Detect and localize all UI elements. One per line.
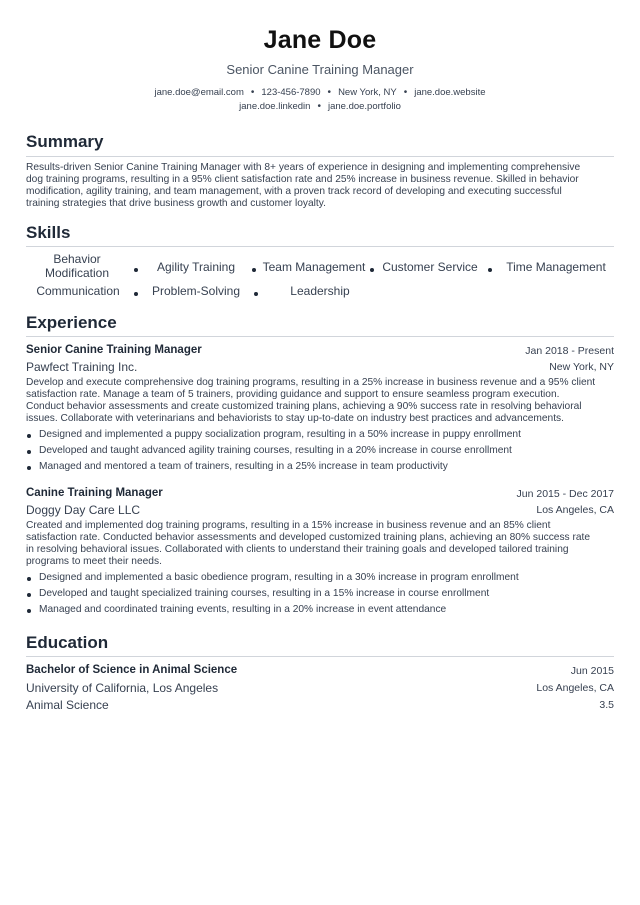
experience-divider — [26, 336, 614, 337]
description-line: Created and implemented dog training programs, resulting in a 15% increase in business revenue and an 85% client — [26, 520, 551, 531]
job-title: Senior Canine Training Manager — [26, 344, 202, 356]
contact-website[interactable]: jane.doe.website — [414, 87, 486, 98]
bullet-dot — [27, 577, 31, 581]
description-line: issues. Collaborate with veterinarians and behaviorists to stay up-to-date on industry best practices and advancements. — [26, 413, 564, 424]
summary-divider — [26, 156, 614, 157]
education-divider — [26, 656, 614, 657]
degree-title: Bachelor of Science in Animal Science — [26, 664, 238, 676]
contact-separator: • — [317, 101, 321, 112]
skill-item: Leadership — [290, 284, 350, 298]
school-location: Los Angeles, CA — [536, 682, 614, 694]
summary-heading: Summary — [26, 132, 104, 151]
contact-separator: • — [403, 87, 408, 98]
description-line: Develop and execute comprehensive dog training programs, resulting in a 25% increase in business revenue and a 95% client — [26, 377, 596, 388]
skill-item: Problem-Solving — [151, 284, 241, 298]
gpa: 3.5 — [599, 699, 614, 711]
skill-bullet — [488, 268, 492, 272]
summary-text — [26, 162, 614, 210]
contact-portfolio[interactable]: jane.doe.portfolio — [327, 101, 401, 112]
job-company: Pawfect Training Inc. — [26, 360, 138, 374]
skill-item: Time Management — [506, 260, 606, 274]
candidate-name: Jane Doe — [263, 26, 377, 54]
description-line: satisfaction rate. Conducted behavior assessments and developed customized training plans, achieving an 80% success rate — [26, 532, 591, 543]
graduation-date: Jun 2015 — [570, 665, 614, 677]
bullet-dot — [27, 466, 31, 470]
job-title: Canine Training Manager — [26, 487, 163, 499]
description-line: programs to meet their needs. — [26, 556, 162, 567]
job-description — [26, 377, 614, 425]
job-location: Los Angeles, CA — [536, 504, 614, 516]
description-line: in resolving behavioral issues. Collaborated with clients to understand their training goals and developed tailored training — [26, 544, 569, 555]
school-name: University of California, Los Angeles — [26, 681, 219, 695]
achievement-text: Managed and coordinated training events, resulting in a 20% increase in event attendance — [39, 604, 447, 615]
skill-bullet — [252, 268, 256, 272]
bullet-dot — [27, 450, 31, 454]
contact-separator: • — [327, 87, 332, 98]
summary-line: dog training programs, resulting in a 95% client satisfaction rate and 25% increase in business revenue. Skilled in behavior — [26, 174, 579, 185]
job-location: New York, NY — [549, 361, 614, 373]
bullet-dot — [27, 434, 31, 438]
job-dates: Jun 2015 - Dec 2017 — [516, 488, 614, 500]
contact-phone[interactable]: 123-456-7890 — [261, 87, 321, 98]
skills-heading: Skills — [26, 223, 71, 242]
description-line: satisfaction rate. Manage a team of 5 trainers, providing guidance and support to ensure seamless program execution. — [26, 389, 560, 400]
job-description — [26, 520, 614, 568]
experience-heading: Experience — [26, 313, 117, 332]
contact-email[interactable]: jane.doe@email.com — [154, 87, 244, 98]
job-company: Doggy Day Care LLC — [26, 503, 141, 517]
skill-item: Communication — [36, 284, 120, 298]
skill-bullet — [254, 292, 258, 296]
job-dates: Jan 2018 - Present — [525, 345, 614, 357]
achievement-text: Developed and taught specialized training courses, resulting in a 15% increase in course enrollment — [39, 588, 490, 599]
description-line: Conduct behavior assessments and create customized training plans, achieving a 90% success rate in resolving behavioral — [26, 401, 582, 412]
candidate-title: Senior Canine Training Manager — [226, 62, 414, 77]
summary-line: Results-driven Senior Canine Training Manager with 8+ years of experience in designing and implementing comprehensive — [26, 162, 581, 173]
skill-item: Behavior Modification — [44, 252, 110, 280]
summary-line: training strategies that drive business growth and customer loyalty. — [26, 198, 326, 209]
contact-linkedin[interactable]: jane.doe.linkedin — [239, 101, 311, 112]
summary-line: modification, agility training, and team management, with a proven track record of developing and executing successful — [26, 186, 562, 197]
bullet-dot — [27, 609, 31, 613]
skill-item: Customer Service — [382, 260, 478, 274]
education-heading: Education — [26, 633, 109, 652]
skill-bullet — [134, 268, 138, 272]
skill-bullet — [134, 292, 138, 296]
contact-row-2 — [0, 101, 640, 112]
skill-bullet — [370, 268, 374, 272]
skill-item: Team Management — [262, 260, 366, 274]
skills-divider — [26, 246, 614, 247]
achievement-text: Designed and implemented a puppy socialization program, resulting in a 50% increase in puppy enrollment — [39, 429, 521, 440]
achievement-text: Developed and taught advanced agility training courses, resulting in a 20% increase in course enrollment — [39, 445, 512, 456]
contact-location: New York, NY — [338, 87, 397, 98]
contact-separator: • — [250, 87, 255, 98]
bullet-dot — [27, 593, 31, 597]
achievement-text: Managed and mentored a team of trainers, resulting in a 25% increase in team productivity — [39, 461, 448, 472]
contact-row-1 — [0, 87, 640, 98]
skill-item: Agility Training — [156, 260, 236, 274]
major: Animal Science — [26, 698, 109, 712]
achievement-text: Designed and implemented a basic obedience program, resulting in a 30% increase in program enrollment — [39, 572, 519, 583]
